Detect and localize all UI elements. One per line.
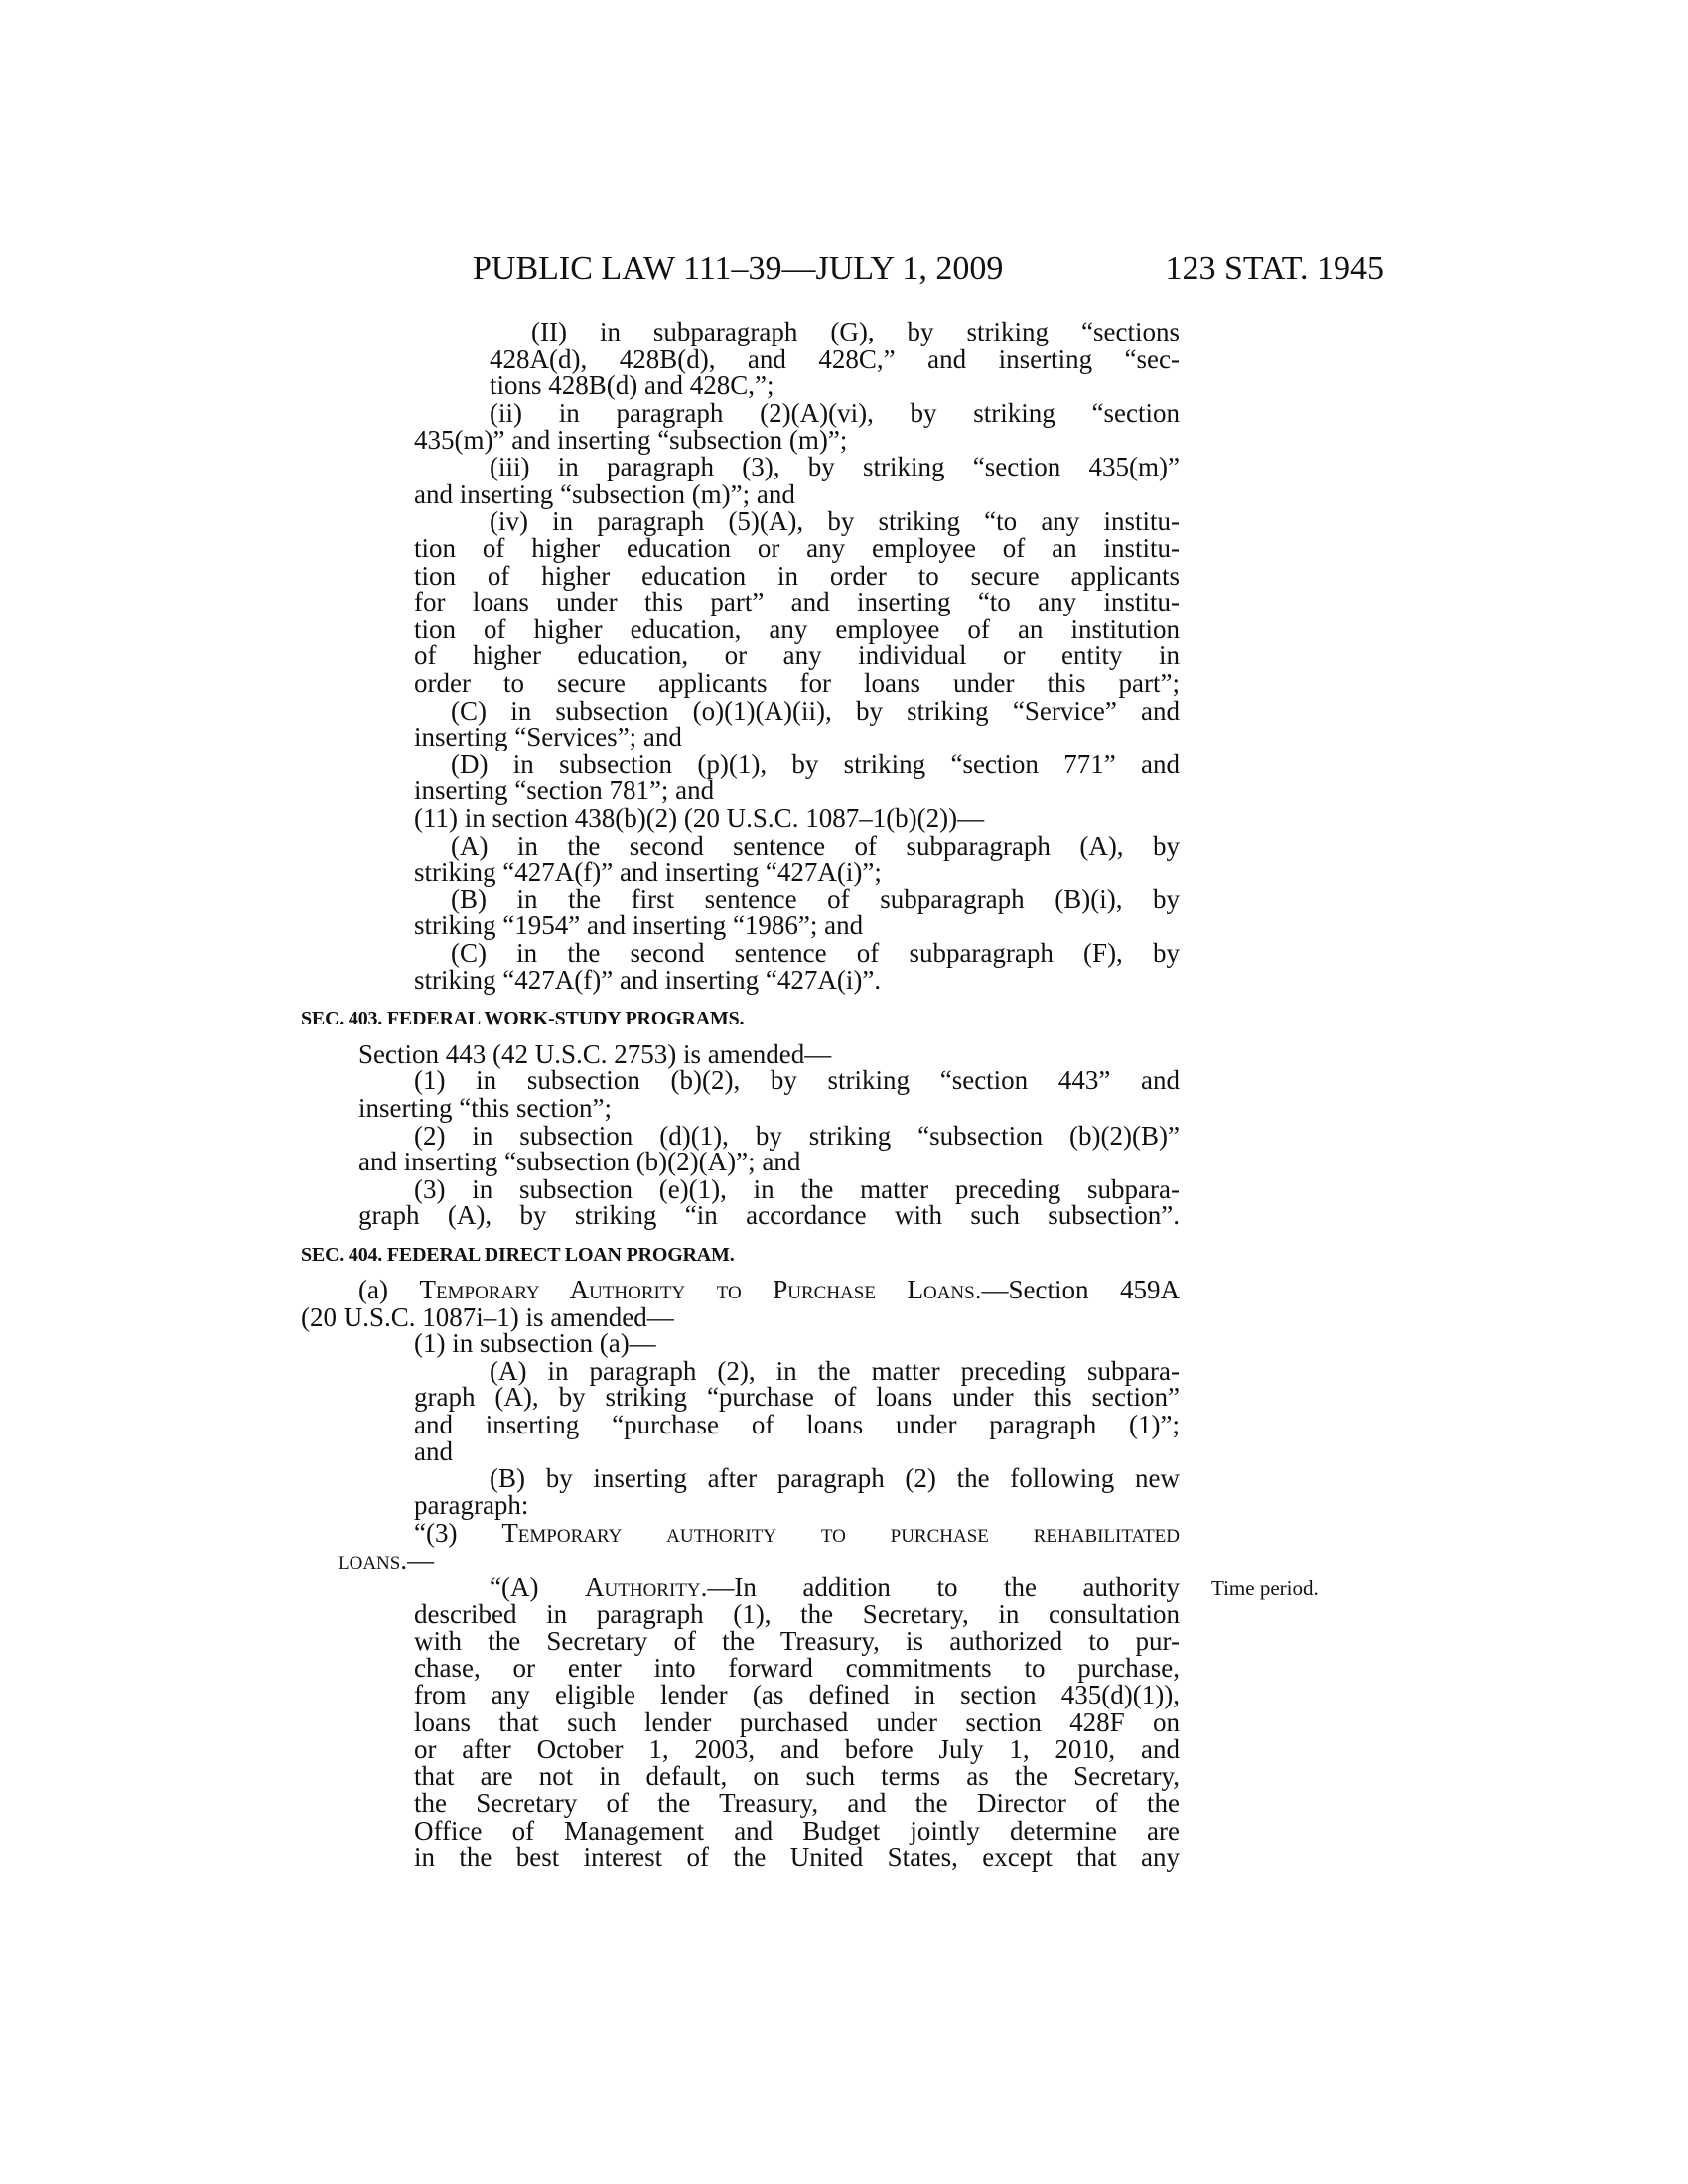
text-line: for loans under this part” and inserting “to any institu- (414, 587, 1180, 616)
text-line: loans that such lender purchased under section 428F on (414, 1707, 1180, 1737)
text-line: (B) by inserting after paragraph (2) the following new (490, 1463, 1180, 1493)
text-line: described in paragraph (1), the Secretary, in consultation (414, 1599, 1180, 1629)
text-line: tion of higher education, any employee of an institution (414, 614, 1180, 644)
text-line: (C) in the second sentence of subparagraph (F), by (451, 938, 1180, 968)
text-line: tion of higher education in order to secure applicants (414, 561, 1180, 591)
text-line: (3) in subsection (e)(1), in the matter preceding subpara- (414, 1174, 1180, 1204)
text-line: 428A(d), 428B(d), and 428C,” and inserting “sec- (490, 344, 1180, 374)
text-line: inserting “this section”; (358, 1093, 612, 1123)
text-line: from any eligible lender (as defined in section 435(d)(1)), (414, 1680, 1180, 1709)
text-line: inserting “Services”; and (414, 722, 682, 751)
margin-note: Time period. (1211, 1576, 1319, 1600)
text-line: (D) in subsection (p)(1), by striking “section 771” and (451, 750, 1180, 779)
text-line: and inserting “purchase of loans under paragraph (1)”; (414, 1410, 1180, 1439)
text-line: Office of Management and Budget jointly determine are (414, 1816, 1180, 1845)
text-line: inserting “section 781”; and (414, 775, 715, 805)
text-line: or after October 1, 2003, and before July 1, 2010, and (414, 1734, 1180, 1764)
text-line: (1) in subsection (b)(2), by striking “section 443” and (414, 1065, 1180, 1095)
text-line: striking “427A(f)” and inserting “427A(i)”. (414, 965, 882, 995)
text-line: Section 443 (42 U.S.C. 2753) is amended— (358, 1039, 832, 1069)
text-line (490, 1574, 1180, 1601)
text-line: (iv) in paragraph (5)(A), by striking “to any institu- (490, 506, 1180, 536)
text-line: 435(m)” and inserting “subsection (m)”; (414, 425, 848, 455)
text-line: (B) in the first sentence of subparagraph (B)(i), by (451, 885, 1180, 914)
text-line (338, 1547, 1180, 1573)
text-line: and inserting “subsection (m)”; and (414, 479, 795, 509)
text-line: striking “1954” and inserting “1986”; and (414, 910, 864, 940)
text-line: that are not in default, on such terms as the Secretary, (414, 1761, 1180, 1791)
text-line: (C) in subsection (o)(1)(A)(ii), by striking “Service” and (451, 696, 1180, 726)
small-caps-heading: Authority. (585, 1572, 708, 1602)
text-line: (A) in paragraph (2), in the matter preceding subpara- (490, 1356, 1180, 1386)
text-line: chase, or enter into forward commitments to purchase, (414, 1653, 1180, 1683)
text-line: of higher education, or any individual or entity in (414, 640, 1180, 670)
text-line: (1) in subsection (a)— (414, 1328, 656, 1358)
text-line: (iii) in paragraph (3), by striking “section 435(m)” (490, 452, 1180, 481)
section-heading: SEC. 404. FEDERAL DIRECT LOAN PROGRAM. (301, 1244, 735, 1266)
text-line: graph (A), by striking “in accordance with such subsection”. (358, 1200, 1180, 1230)
running-header-page-cite: 123 STAT. 1945 (1165, 250, 1384, 287)
text-fragment: —Section 459A (981, 1275, 1180, 1304)
text-line: and (414, 1436, 453, 1466)
text-line (414, 1520, 1180, 1547)
text-fragment: — (407, 1545, 435, 1574)
text-line: (20 U.S.C. 1087i–1) is amended— (301, 1302, 674, 1332)
text-line: tions 428B(d) and 428C,”; (490, 370, 774, 400)
text-line: (II) in subparagraph (G), by striking “sections (531, 317, 1180, 346)
text-line: and inserting “subsection (b)(2)(A)”; and (358, 1147, 801, 1176)
text-fragment: —In addition to the authority (707, 1572, 1180, 1602)
text-line: (A) in the second sentence of subparagraph (A), by (451, 831, 1180, 861)
text-line: striking “427A(f)” and inserting “427A(i)”; (414, 857, 882, 887)
text-line: order to secure applicants for loans under this part”; (414, 668, 1180, 698)
small-caps-heading: Temporary authority to purchase rehabilitated (501, 1518, 1181, 1548)
text-fragment: “(A) (490, 1572, 586, 1602)
text-fragment: (a) (358, 1275, 420, 1304)
text-line: with the Secretary of the Treasury, is authorized to pur- (414, 1626, 1180, 1656)
text-line: (11) in section 438(b)(2) (20 U.S.C. 1087–1(b)(2))— (414, 803, 985, 833)
text-line: the Secretary of the Treasury, and the Director of the (414, 1788, 1180, 1818)
text-line: tion of higher education or any employee of an institu- (414, 533, 1180, 563)
text-line: graph (A), by striking “purchase of loans under this section” (414, 1382, 1180, 1412)
text-line: (2) in subsection (d)(1), by striking “subsection (b)(2)(B)” (414, 1121, 1180, 1151)
running-header-title: PUBLIC LAW 111–39—JULY 1, 2009 (473, 250, 1004, 287)
text-line: in the best interest of the United States, except that any (414, 1843, 1180, 1872)
small-caps-heading: loans. (338, 1545, 408, 1574)
text-fragment: “(3) (414, 1518, 502, 1548)
text-line: (ii) in paragraph (2)(A)(vi), by striking “section (490, 398, 1180, 428)
section-heading: SEC. 403. FEDERAL WORK-STUDY PROGRAMS. (301, 1008, 745, 1029)
text-line (358, 1277, 1180, 1303)
small-caps-heading: Temporary Authority to Purchase Loans. (419, 1275, 982, 1304)
text-line: paragraph: (414, 1490, 529, 1520)
